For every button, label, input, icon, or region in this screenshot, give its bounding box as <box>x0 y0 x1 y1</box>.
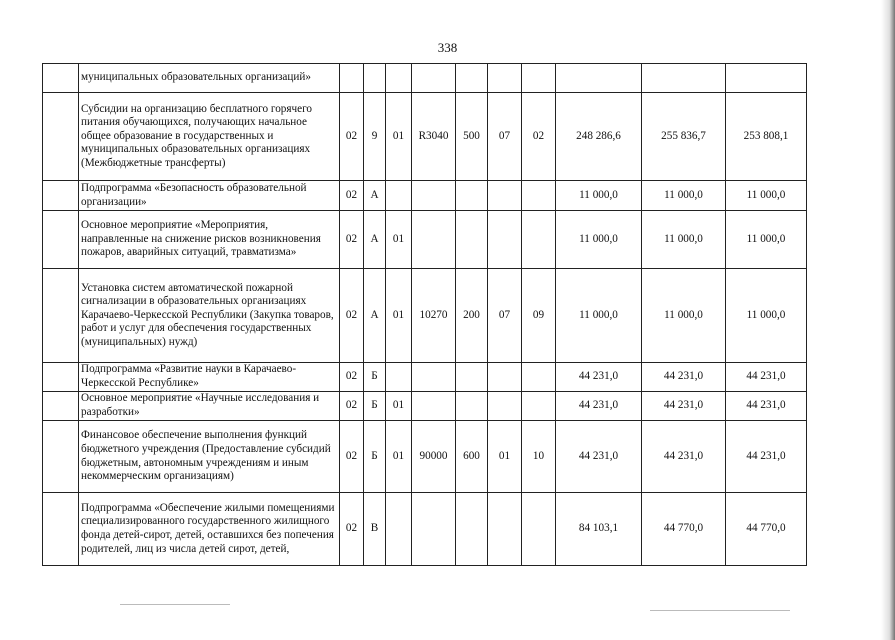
code-cell <box>456 181 488 211</box>
code-cell: 01 <box>386 392 412 421</box>
code-cell: 9 <box>364 93 386 181</box>
code-cell <box>488 211 522 269</box>
table-row <box>43 181 807 211</box>
code-cell <box>456 211 488 269</box>
table-row <box>43 211 807 269</box>
amount-cell <box>642 64 726 93</box>
code-cell: 02 <box>340 269 364 363</box>
table-row <box>43 93 807 181</box>
code-cell: 02 <box>340 392 364 421</box>
code-cell <box>412 392 456 421</box>
amount-cell: 44 231,0 <box>556 363 642 392</box>
amount-cell: 248 286,6 <box>556 93 642 181</box>
amount-cell: 11 000,0 <box>642 211 726 269</box>
table-row <box>43 392 807 421</box>
amount-cell: 44 770,0 <box>726 493 807 566</box>
code-cell <box>488 493 522 566</box>
row-number-cell <box>43 392 79 421</box>
item-name-cell: Основное мероприятие «Мероприятия, направленные на снижение рисков возникновения пожаров, аварийных ситуаций, травматизма» <box>79 211 340 269</box>
row-number-cell <box>43 211 79 269</box>
amount-cell: 84 103,1 <box>556 493 642 566</box>
amount-cell: 11 000,0 <box>556 211 642 269</box>
code-cell: Б <box>364 363 386 392</box>
code-cell <box>456 363 488 392</box>
item-name-cell: Подпрограмма «Обеспечение жилыми помещениями специализированного государственного жилищного фонда детей-сирот, детей, оставшихся без попечения родителей, лиц из числа детей сирот, детей, <box>79 493 340 566</box>
scan-artifact-line <box>120 604 230 605</box>
code-cell: А <box>364 211 386 269</box>
amount-cell: 44 231,0 <box>642 421 726 493</box>
row-number-cell <box>43 181 79 211</box>
amount-cell: 11 000,0 <box>726 181 807 211</box>
amount-cell: 44 231,0 <box>726 421 807 493</box>
item-name-cell: Субсидии на организацию бесплатного горячего питания обучающихся, получающих начальное общее образование в государственных и муниципальных образовательных организациях (Межбюджетные трансферты) <box>79 93 340 181</box>
code-cell: 01 <box>386 421 412 493</box>
scan-artifact-line <box>650 610 790 611</box>
code-cell <box>412 493 456 566</box>
code-cell <box>456 493 488 566</box>
code-cell: 02 <box>340 421 364 493</box>
item-name-cell: муниципальных образовательных организаций» <box>79 64 340 93</box>
amount-cell: 44 231,0 <box>556 421 642 493</box>
code-cell <box>522 211 556 269</box>
code-cell <box>412 181 456 211</box>
amount-cell: 255 836,7 <box>642 93 726 181</box>
item-name-cell: Подпрограмма «Безопасность образовательной организации» <box>79 181 340 211</box>
code-cell: А <box>364 181 386 211</box>
code-cell <box>488 392 522 421</box>
amount-cell: 44 231,0 <box>726 363 807 392</box>
code-cell <box>488 363 522 392</box>
code-cell <box>412 211 456 269</box>
code-cell: 01 <box>386 93 412 181</box>
code-cell: 09 <box>522 269 556 363</box>
code-cell: 01 <box>488 421 522 493</box>
amount-cell: 11 000,0 <box>726 269 807 363</box>
row-number-cell <box>43 269 79 363</box>
amount-cell <box>556 64 642 93</box>
code-cell <box>488 64 522 93</box>
table-row <box>43 269 807 363</box>
code-cell <box>522 363 556 392</box>
item-name-cell: Финансовое обеспечение выполнения функций бюджетного учреждения (Предоставление субсидий бюджетным, автономным учреждениям и иным некоммерческим организациям) <box>79 421 340 493</box>
code-cell: 600 <box>456 421 488 493</box>
amount-cell: 44 231,0 <box>556 392 642 421</box>
code-cell: 07 <box>488 269 522 363</box>
code-cell: 10270 <box>412 269 456 363</box>
code-cell: 02 <box>340 93 364 181</box>
page-number: 338 <box>437 40 458 55</box>
amount-cell: 11 000,0 <box>642 269 726 363</box>
table-row <box>43 64 807 93</box>
code-cell <box>522 181 556 211</box>
code-cell <box>412 363 456 392</box>
row-number-cell <box>43 421 79 493</box>
amount-cell: 11 000,0 <box>556 181 642 211</box>
code-cell <box>386 181 412 211</box>
table-row <box>43 421 807 493</box>
table-row <box>43 493 807 566</box>
row-number-cell <box>43 93 79 181</box>
code-cell: 500 <box>456 93 488 181</box>
code-cell <box>456 392 488 421</box>
code-cell: 02 <box>522 93 556 181</box>
amount-cell: 44 770,0 <box>642 493 726 566</box>
code-cell: Б <box>364 421 386 493</box>
item-name-cell: Подпрограмма «Развитие науки в Карачаево-Черкесской Республике» <box>79 363 340 392</box>
code-cell: А <box>364 269 386 363</box>
code-cell <box>488 181 522 211</box>
budget-table <box>42 63 807 566</box>
amount-cell <box>726 64 807 93</box>
code-cell <box>412 64 456 93</box>
amount-cell: 11 000,0 <box>642 181 726 211</box>
code-cell: В <box>364 493 386 566</box>
code-cell: 02 <box>340 363 364 392</box>
code-cell: 01 <box>386 269 412 363</box>
code-cell <box>386 64 412 93</box>
code-cell: 02 <box>340 181 364 211</box>
row-number-cell <box>43 363 79 392</box>
row-number-cell <box>43 493 79 566</box>
table-row <box>43 363 807 392</box>
code-cell <box>364 64 386 93</box>
amount-cell: 253 808,1 <box>726 93 807 181</box>
amount-cell: 44 231,0 <box>726 392 807 421</box>
code-cell: 10 <box>522 421 556 493</box>
amount-cell: 11 000,0 <box>726 211 807 269</box>
item-name-cell: Установка систем автоматической пожарной сигнализации в образовательных организациях Карачаево-Черкесской Республики (Закупка товаров, работ и услуг для обеспечения государственных (муниципальных) нужд) <box>79 269 340 363</box>
code-cell: 07 <box>488 93 522 181</box>
code-cell: Б <box>364 392 386 421</box>
code-cell <box>522 493 556 566</box>
code-cell <box>456 64 488 93</box>
amount-cell: 11 000,0 <box>556 269 642 363</box>
code-cell: 01 <box>386 211 412 269</box>
amount-cell: 44 231,0 <box>642 363 726 392</box>
code-cell <box>386 363 412 392</box>
page-edge-shadow <box>881 0 895 640</box>
item-name-cell: Основное мероприятие «Научные исследования и разработки» <box>79 392 340 421</box>
code-cell <box>522 392 556 421</box>
code-cell: R3040 <box>412 93 456 181</box>
code-cell <box>522 64 556 93</box>
row-number-cell <box>43 64 79 93</box>
code-cell: 200 <box>456 269 488 363</box>
amount-cell: 44 231,0 <box>642 392 726 421</box>
code-cell: 02 <box>340 493 364 566</box>
code-cell: 90000 <box>412 421 456 493</box>
code-cell <box>386 493 412 566</box>
code-cell <box>340 64 364 93</box>
code-cell: 02 <box>340 211 364 269</box>
